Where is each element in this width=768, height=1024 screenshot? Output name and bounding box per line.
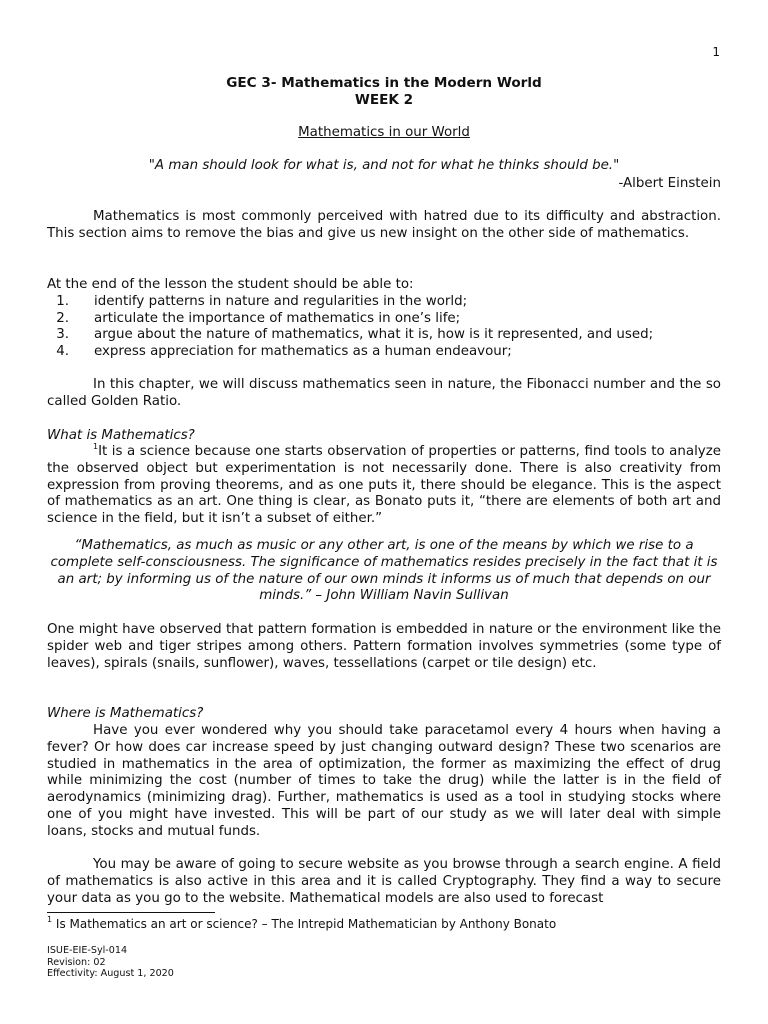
objectives-lead-text: At the end of the lesson the student should be able to: (47, 277, 414, 292)
week-label: WEEK 2 (354, 92, 414, 108)
objective-number: 2. (56, 310, 69, 326)
page-number: 1 (712, 45, 720, 59)
objectives-lead (47, 277, 721, 294)
document-meta (47, 945, 174, 980)
epigraph-open-mark: " (148, 158, 155, 173)
objective-item (47, 327, 721, 344)
section-title: Mathematics in our World (298, 125, 470, 140)
document-code: ISUE-EIE-Syl-014 (47, 945, 128, 956)
footnote-divider (47, 912, 215, 913)
objective-text: articulate the importance of mathematics in one’s life; (94, 310, 461, 326)
sullivan-blockquote: “Mathematics, as much as music or any other art, is one of the means by which we rise to a complete self-consciousness. The significance of mathematics resides precisely in the fact that it is an art; by informing us of the nature of our own minds it informs us of much that depends on our minds.” – John William Navin Sullivan (50, 538, 718, 604)
pattern-paragraph: One might have observed that pattern formation is embedded in nature or the environment like the spider web and tiger stripes among others. Pattern formation involves symmetries (some type of leaves), spirals (snails, sunflower), waves, tessellations (carpet or tile design) etc. (47, 622, 721, 671)
footnote (47, 916, 721, 933)
objective-text: identify patterns in nature and regularities in the world; (94, 293, 468, 309)
intro-paragraph: Mathematics is most commonly perceived with hatred due to its difficulty and abstraction. This section aims to remove the bias and give us new insight on the other side of mathematics. (47, 209, 721, 241)
objective-item (47, 344, 721, 361)
what-is-text: It is a science because one starts observation of properties or patterns, find tools to analyze the observed object but experimentation is not necessarily done. There is also creativity from expression from proving theorems, and as one puts it, there should be elegance. This is the aspect of mathematics as an art. One thing is clear, as Bonato puts it, “there are elements of both art and science in the field, but it isn’t a subset of either.” (47, 444, 721, 527)
footnote-mark: 1 (47, 915, 53, 924)
objective-number: 1. (56, 293, 69, 309)
where-is-heading: Where is Mathematics? (47, 706, 204, 721)
footnote-reference: 1 (93, 442, 99, 451)
document-revision: Revision: 02 (47, 956, 106, 968)
objective-number: 4. (56, 344, 69, 360)
epigraph-quote (0, 158, 768, 175)
what-is-paragraph (47, 444, 721, 528)
crypto-paragraph: You may be aware of going to secure website as you browse through a search engine. A field of mathematics is also active in this area and it is called Cryptography. They find a way to secure your data as you go to the website. Mathematical models are also used to forecast (47, 857, 721, 906)
objectives-list (47, 277, 721, 361)
objective-item (47, 294, 721, 311)
course-title: GEC 3- Mathematics in the Modern World (226, 75, 542, 91)
objective-item (47, 311, 721, 328)
where-is-paragraph: Have you ever wondered why you should take paracetamol every 4 hours when having a fever? Or how does car increase speed by just changing outward design? These two scenarios are studied in mathematics in the area of optimization, the former as maximizing the effect of drug while minimizing the cost (number of times to take the drug) while the latter is in the field of aerodynamics (minimizing drag). Further, mathematics is used as a tool in studying stocks where one of you might have invested. This will be part of our study as we will later deal with simple loans, stocks and mutual funds. (47, 723, 721, 839)
epigraph-close-mark: " (613, 158, 620, 173)
epigraph-author: -Albert Einstein (618, 176, 721, 191)
footnote-text: Is Mathematics an art or science? – The Intrepid Mathematician by Anthony Bonato (52, 917, 557, 931)
objective-text: express appreciation for mathematics as a human endeavour; (94, 344, 512, 360)
epigraph-text: A man should look for what is, and not for what he thinks should be. (154, 158, 614, 173)
chapter-paragraph: In this chapter, we will discuss mathematics seen in nature, the Fibonacci number and the so called Golden Ratio. (47, 377, 721, 409)
document-effectivity: Effectivity: August 1, 2020 (47, 968, 174, 979)
objective-text: argue about the nature of mathematics, what it is, how is it represented, and used; (94, 327, 654, 343)
objective-number: 3. (56, 327, 69, 343)
what-is-heading: What is Mathematics? (47, 428, 195, 443)
